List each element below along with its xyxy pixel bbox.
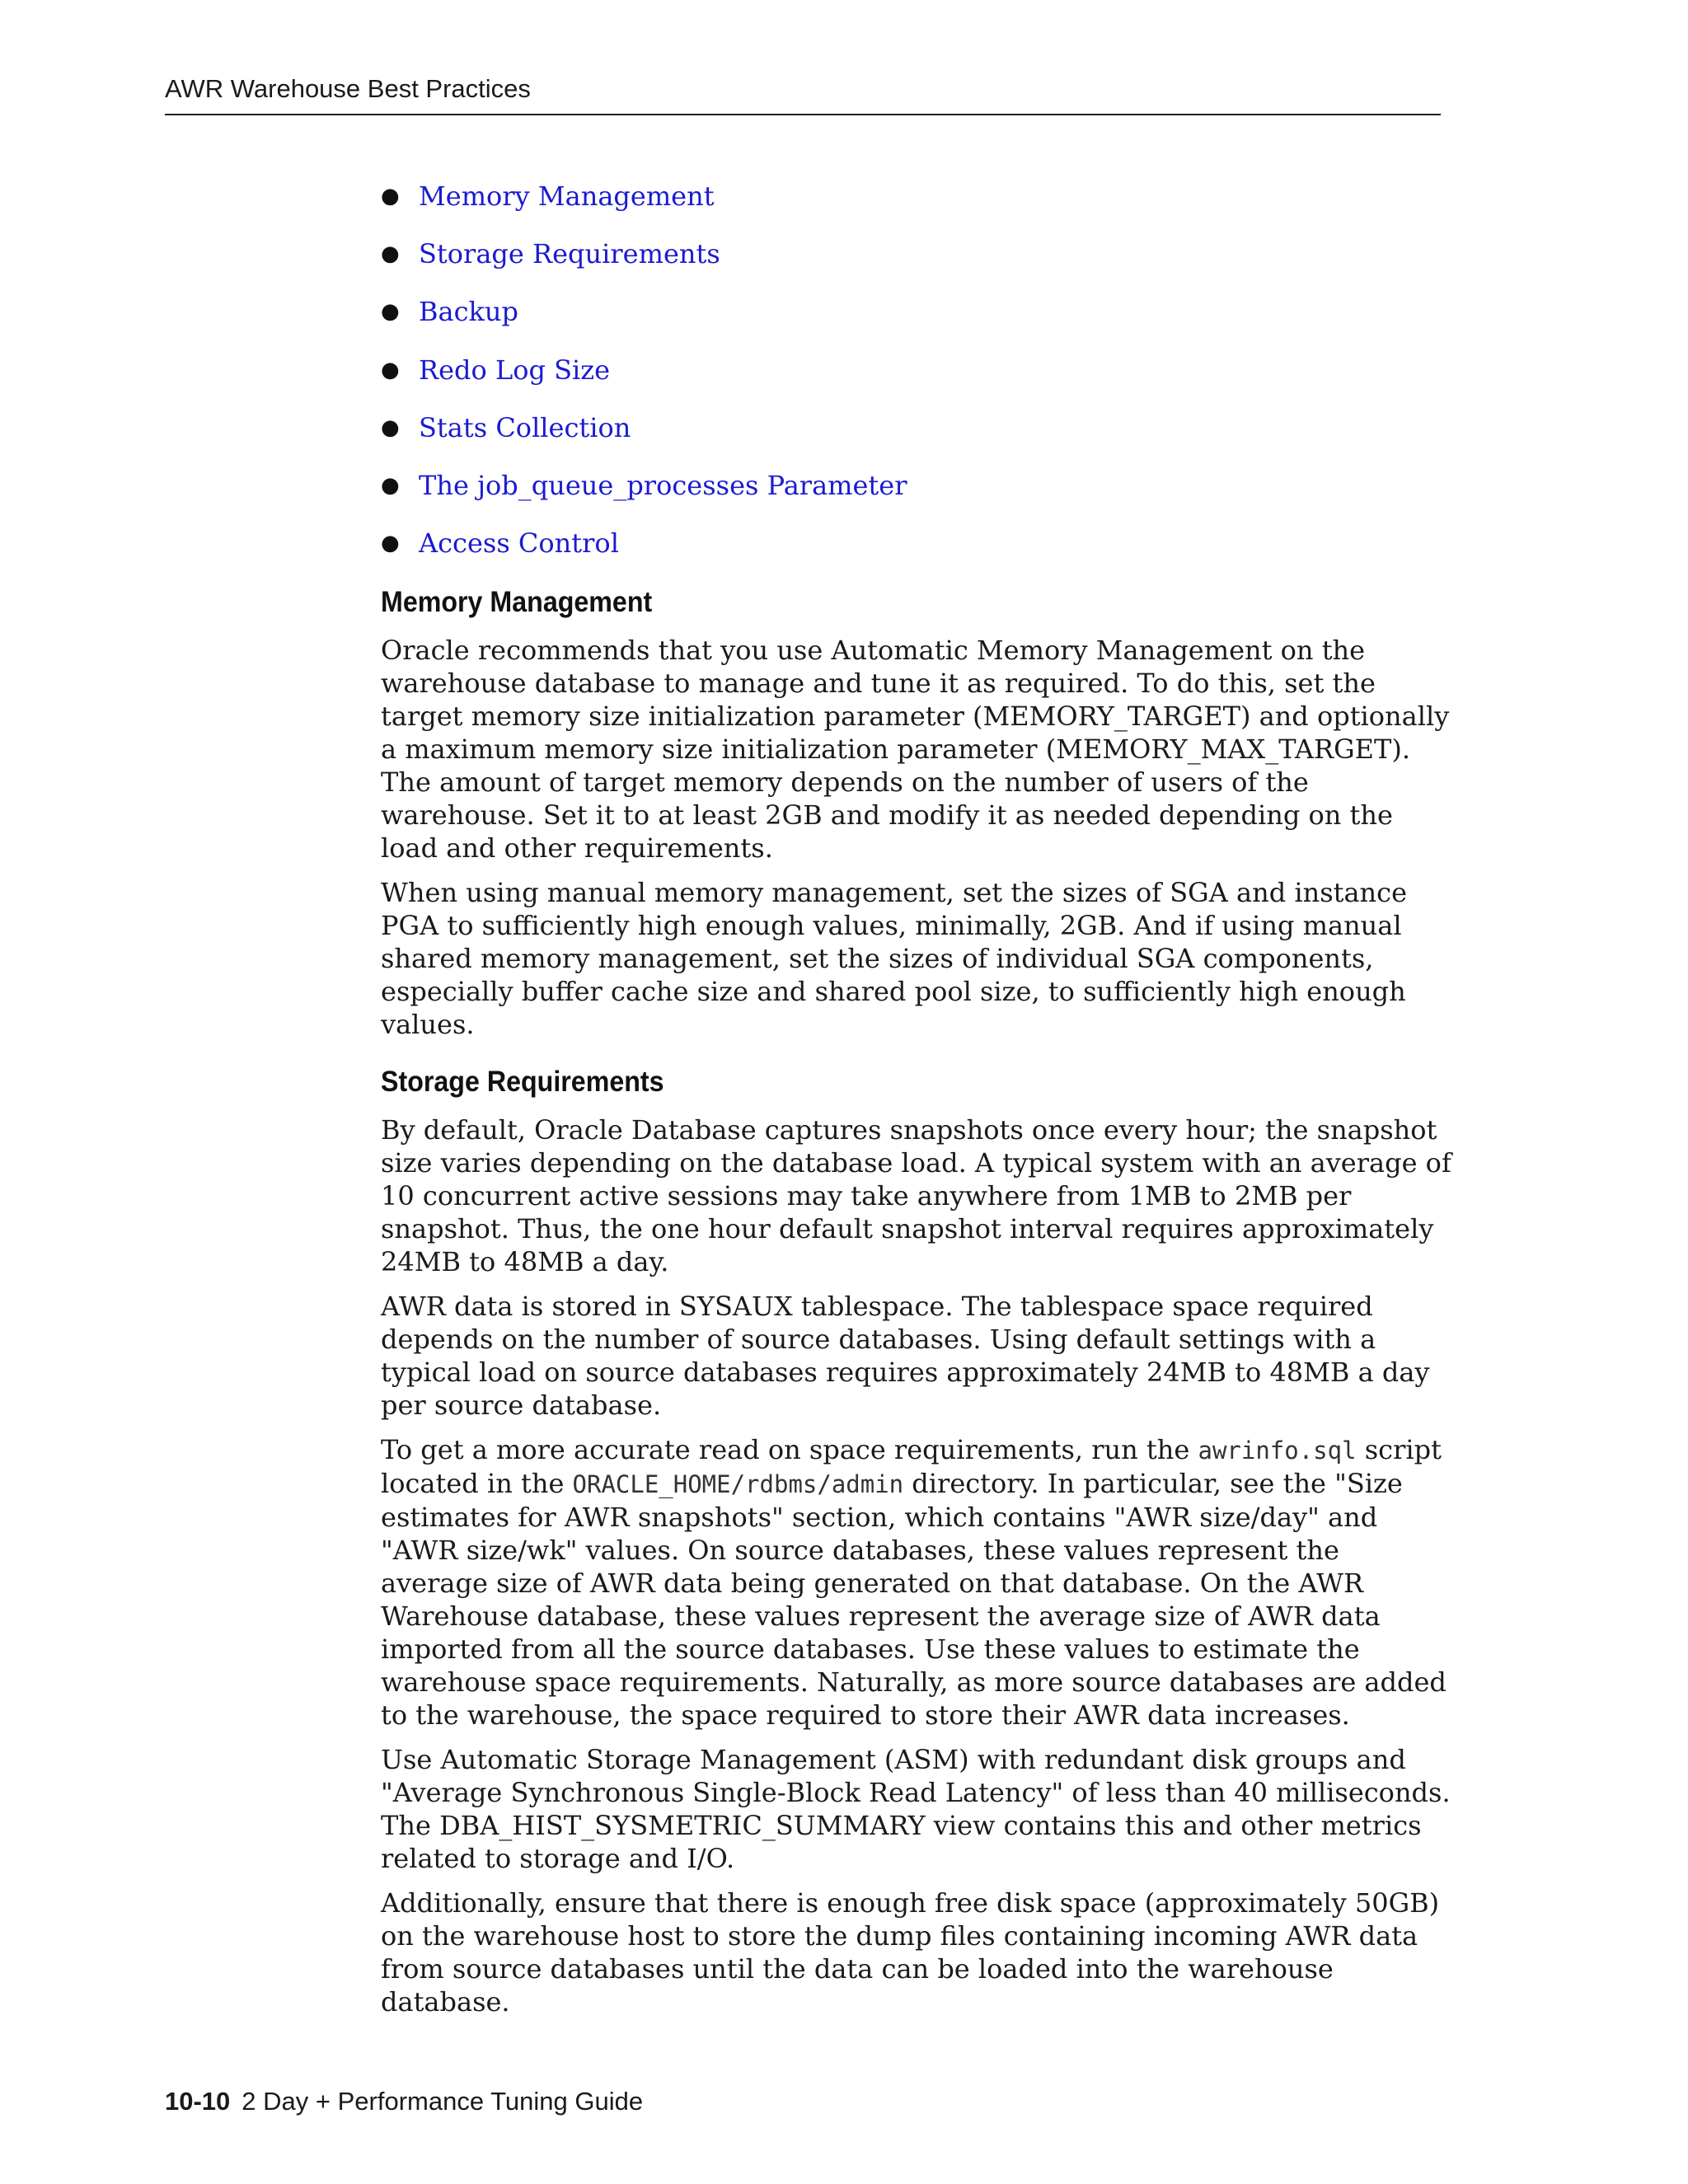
list-item xyxy=(381,173,1452,231)
running-header: AWR Warehouse Best Practices xyxy=(165,73,1441,115)
page-number: 10-10 xyxy=(165,2087,231,2116)
list-item xyxy=(381,462,1452,520)
link-access-control[interactable]: Access Control xyxy=(419,527,619,560)
storage-paragraph-1: By default, Oracle Database captures snapshots once every hour; the snapshot size varies depending on the database load. A typical system with an average of 10 concurrent active sessions may take anywhere from 1MB to 2MB per snapshot. Thus, the one hour default snapshot interval requires approximately 24MB to 48MB a day. xyxy=(381,1114,1451,1278)
link-job-queue-processes[interactable]: The job_queue_processes Parameter xyxy=(419,469,907,501)
bullet-icon: ● xyxy=(381,472,400,498)
storage-paragraph-2: AWR data is stored in SYSAUX tablespace. The tablespace space required depends on the number of source databases. Using default settings with a typical load on source databases requires approximately 24MB to 48MB a day per source database. xyxy=(381,1291,1430,1422)
memory-paragraph-1: Oracle recommends that you use Automatic Memory Management on the warehouse database to manage and tune it as required. To do this, set the target memory size initialization parameter (MEMORY_TARGET) and optionally a maximum memory size initialization parameter (MEMORY_MAX_TARGET). The amount of target memory depends on the number of users of the warehouse. Set it to at least 2GB and modify it as needed depending on the load and other requirements. xyxy=(381,635,1450,865)
link-storage-requirements[interactable]: Storage Requirements xyxy=(419,238,720,270)
storage-paragraph-4: Use Automatic Storage Management (ASM) with redundant disk groups and "Average Synchronous Single-Block Read Latency" of less than 40 milliseconds. The DBA_HIST_SYSMETRIC_SUMMARY view contains this and other metrics related to storage and I/O. xyxy=(381,1744,1451,1875)
list-item xyxy=(381,520,1452,578)
link-backup[interactable]: Backup xyxy=(419,296,518,328)
page-footer xyxy=(165,2085,643,2118)
memory-management-heading: Memory Management xyxy=(381,586,653,619)
bullet-icon: ● xyxy=(381,184,400,209)
memory-paragraph-2: When using manual memory management, set the sizes of SGA and instance PGA to sufficiently high enough values, minimally, 2GB. And if using manual shared memory management, set the sizes of individual SGA components, especially buffer cache size and shared pool size, to sufficiently high enough values. xyxy=(381,877,1408,1041)
page-body xyxy=(381,173,1452,2018)
code-awrinfo-script: awrinfo.sql xyxy=(1198,1436,1357,1465)
book-title: 2 Day + Performance Tuning Guide xyxy=(241,2087,644,2116)
paragraph-text: directory. In particular, see the "Size estimates for AWR snapshots" section, which contains "AWR size/day" and "AWR size/wk" values. On source databases, these values represent the average size of AWR data being generated on that database. On the AWR Warehouse database, these values represent the average size of AWR data imported from all the source databases. Use these values to estimate the warehouse space requirements. Naturally, as more source databases are added to the warehouse, the space required to store their AWR data increases. xyxy=(381,1468,1447,1732)
storage-requirements-heading: Storage Requirements xyxy=(381,1066,664,1099)
bullet-icon: ● xyxy=(381,299,400,325)
storage-paragraph-3 xyxy=(381,1433,1452,1732)
paragraph-text: script located in the xyxy=(381,1434,1442,1500)
bullet-icon: ● xyxy=(381,241,400,267)
link-memory-management[interactable]: Memory Management xyxy=(419,180,715,212)
list-item xyxy=(381,347,1452,405)
list-item xyxy=(381,231,1452,288)
storage-paragraph-5: Additionally, ensure that there is enough free disk space (approximately 50GB) on the warehouse host to store the dump files containing incoming AWR data from source databases until the data can be loaded into the warehouse database. xyxy=(381,1887,1440,2018)
paragraph-text: To get a more accurate read on space requirements, run the xyxy=(381,1434,1198,1466)
list-item xyxy=(381,288,1452,346)
section-link-list xyxy=(381,173,1452,578)
bullet-icon: ● xyxy=(381,415,400,440)
list-item xyxy=(381,405,1452,462)
link-stats-collection[interactable]: Stats Collection xyxy=(419,411,631,443)
bullet-icon: ● xyxy=(381,531,400,556)
code-admin-directory: ORACLE_HOME/rdbms/admin xyxy=(572,1470,904,1499)
bullet-icon: ● xyxy=(381,357,400,382)
link-redo-log-size[interactable]: Redo Log Size xyxy=(419,354,611,386)
